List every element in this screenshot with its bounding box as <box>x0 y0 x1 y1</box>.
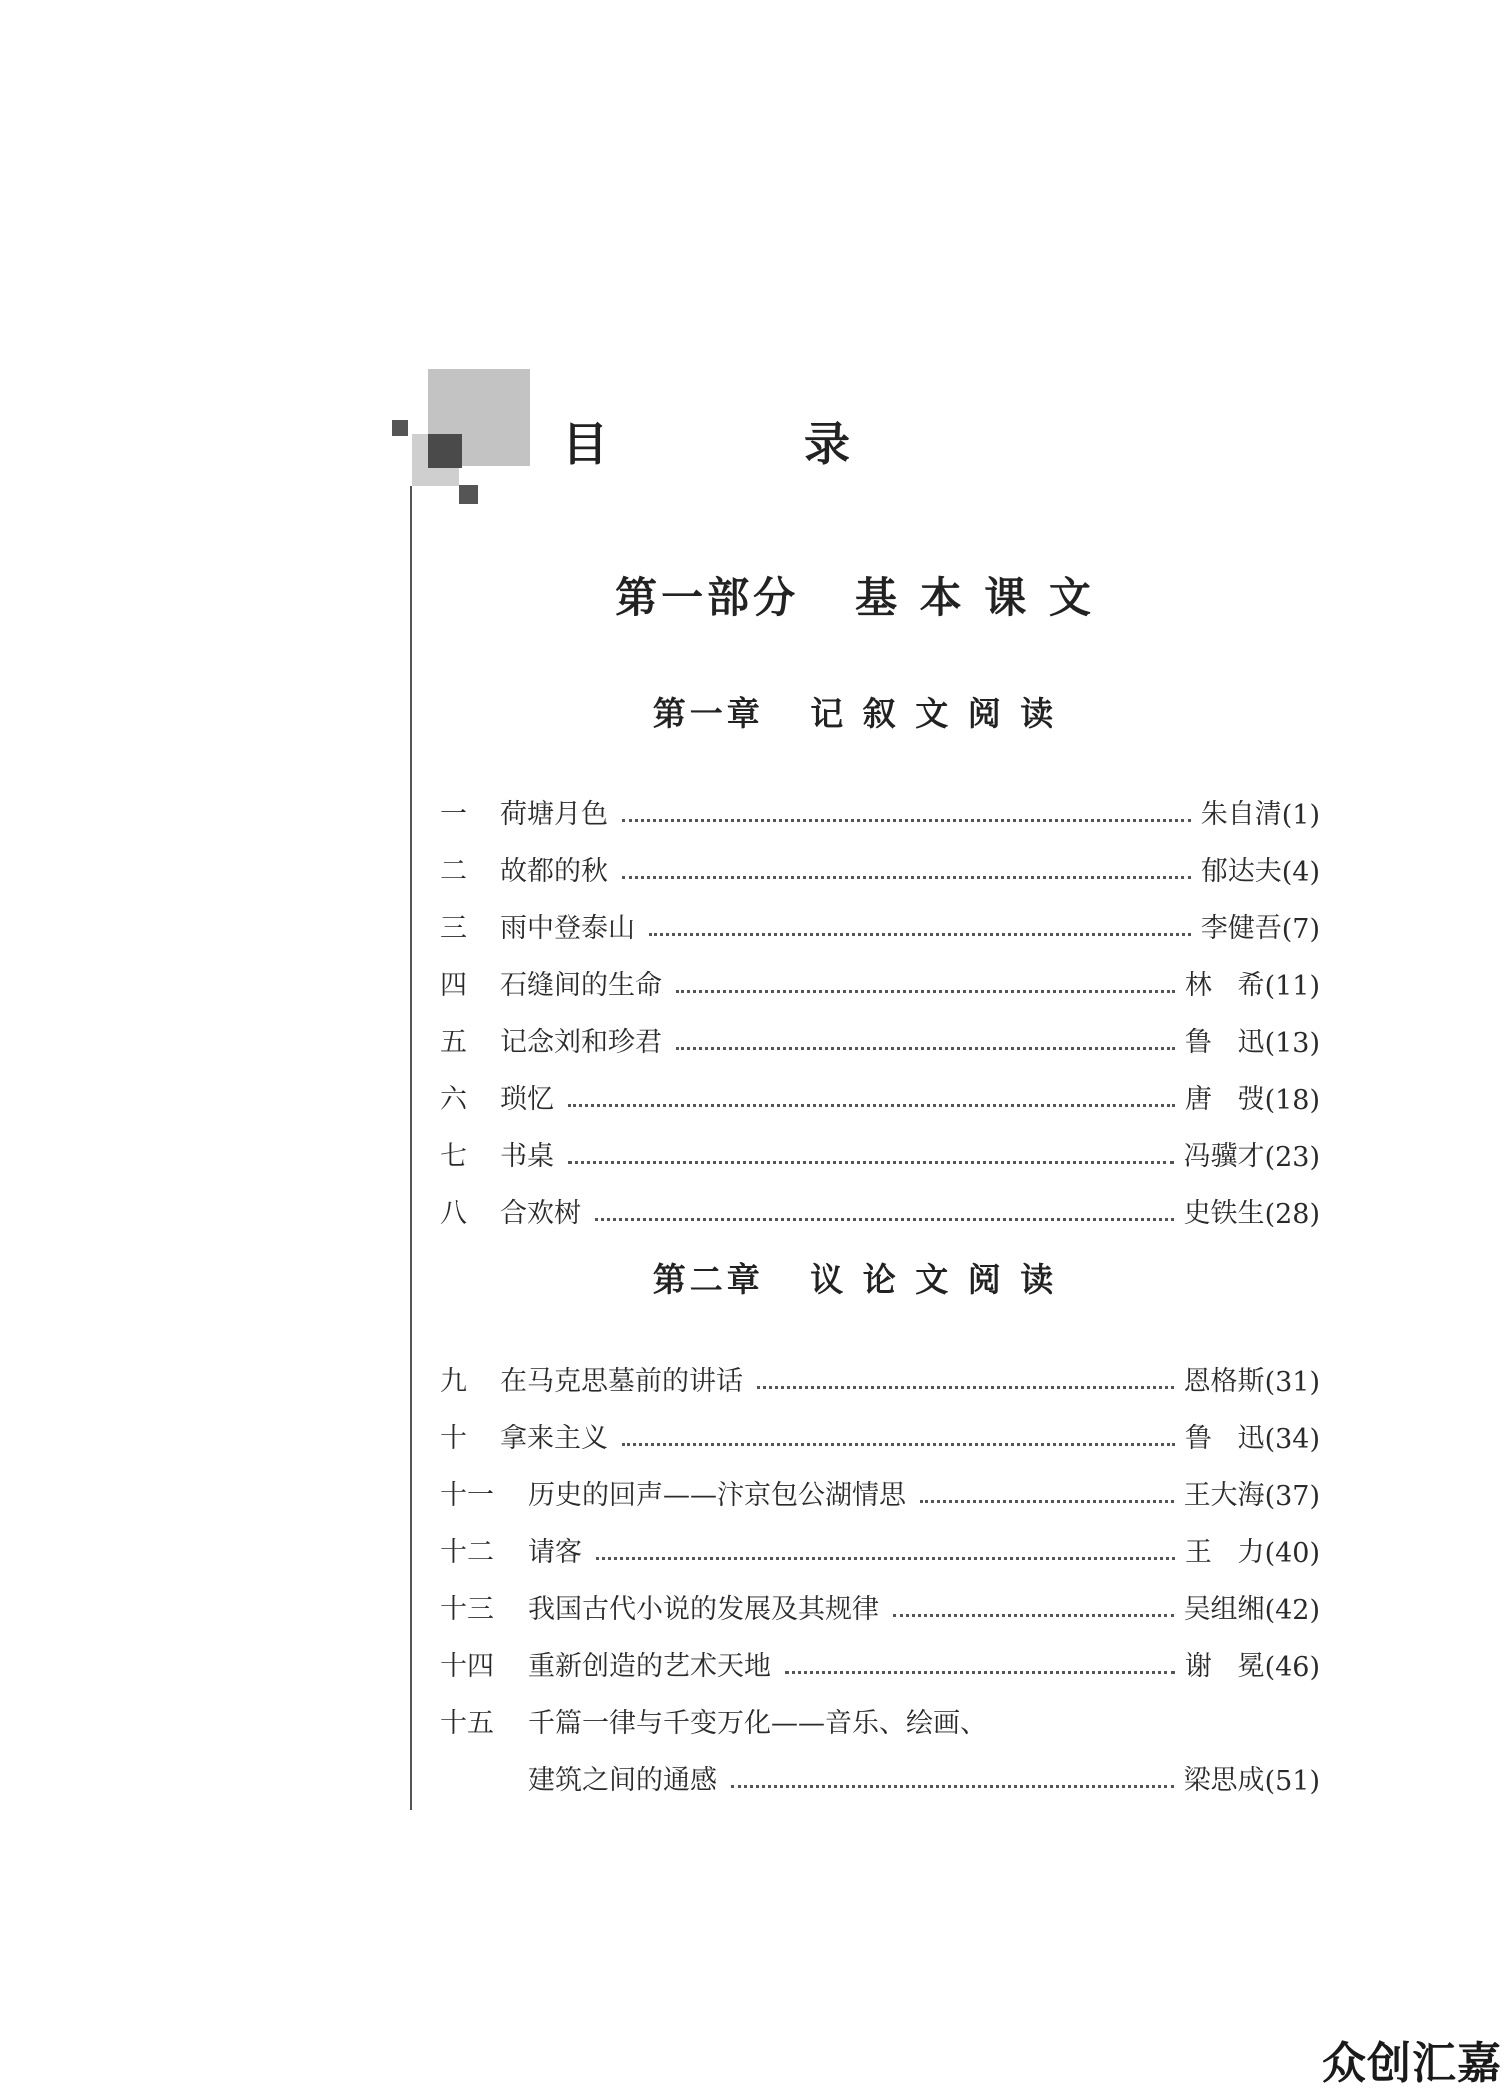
toc-entry[interactable] <box>440 1059 1320 1116</box>
leader-dots <box>676 1047 1175 1050</box>
entry-number: 八 <box>440 1198 467 1229</box>
entry-page: (46) <box>1264 1652 1320 1683</box>
entry-title: 雨中登泰山 <box>500 913 635 944</box>
toc-entry[interactable] <box>440 1116 1320 1173</box>
entry-title: 故都的秋 <box>500 856 608 887</box>
entry-page: (4) <box>1281 857 1320 888</box>
leader-dots <box>622 1443 1175 1446</box>
entry-title: 重新创造的艺术天地 <box>528 1651 771 1682</box>
leader-dots <box>596 1557 1175 1560</box>
entry-number: 十一 <box>440 1480 494 1511</box>
entry-number: 四 <box>440 970 467 1001</box>
leader-dots <box>649 933 1191 936</box>
entry-number: 三 <box>440 913 467 944</box>
entry-author: 鲁 迅 <box>1184 1027 1265 1058</box>
entry-author: 梁思成 <box>1183 1765 1265 1796</box>
toc-entry[interactable] <box>440 1398 1320 1455</box>
entry-author: 谢 冕 <box>1184 1651 1265 1682</box>
entry-page: (51) <box>1264 1766 1320 1797</box>
entry-title: 石缝间的生命 <box>500 970 662 1001</box>
toc-entry[interactable] <box>440 831 1320 888</box>
entry-page: (31) <box>1264 1367 1320 1398</box>
entry-author: 王大海 <box>1183 1480 1265 1511</box>
entry-number: 十三 <box>440 1594 494 1625</box>
entry-author: 唐 弢 <box>1184 1084 1265 1115</box>
entry-page: (34) <box>1264 1424 1320 1455</box>
entry-author: 吴组缃 <box>1183 1594 1265 1625</box>
leader-dots <box>676 990 1175 993</box>
leader-dots <box>731 1785 1174 1788</box>
entry-title: 合欢树 <box>500 1198 581 1229</box>
chapter-title: 第一章 记 叙 文 阅 读 <box>652 694 1058 733</box>
entry-page: (18) <box>1264 1085 1320 1116</box>
entry-number: 九 <box>440 1366 467 1397</box>
entry-title: 历史的回声——汴京包公湖情思 <box>528 1480 906 1511</box>
entry-author: 朱自清 <box>1200 799 1282 830</box>
entry-page: (42) <box>1264 1595 1320 1626</box>
margin-rule <box>410 486 412 1810</box>
entry-page: (13) <box>1264 1028 1320 1059</box>
watermark-logo: 众创汇嘉 <box>1322 2038 1502 2089</box>
entry-number: 十 <box>440 1423 467 1454</box>
toc-entry[interactable] <box>440 888 1320 945</box>
entry-number: 十四 <box>440 1651 494 1682</box>
entry-author: 史铁生 <box>1183 1198 1265 1229</box>
toc-entry[interactable] <box>440 1569 1320 1626</box>
entry-title: 荷塘月色 <box>500 799 608 830</box>
entry-number: 二 <box>440 856 467 887</box>
toc-entry[interactable] <box>440 1455 1320 1512</box>
entry-number: 五 <box>440 1027 467 1058</box>
entry-author: 林 希 <box>1184 970 1265 1001</box>
entry-author: 郁达夫 <box>1200 856 1282 887</box>
leader-dots <box>757 1386 1174 1389</box>
chapter-title: 第二章 议 论 文 阅 读 <box>652 1260 1058 1299</box>
entry-page: (7) <box>1281 914 1320 945</box>
entry-page: (1) <box>1281 800 1320 831</box>
leader-dots <box>893 1614 1174 1617</box>
leader-dots <box>622 876 1191 879</box>
toc-entry[interactable] <box>440 945 1320 1002</box>
entry-page: (40) <box>1264 1538 1320 1569</box>
entry-number: 十二 <box>440 1537 494 1568</box>
part-title: 第一部分 基 本 课 文 <box>615 573 1095 622</box>
chapter-1-toc-list <box>440 774 1320 1230</box>
entry-title: 拿来主义 <box>500 1423 608 1454</box>
entry-author: 恩格斯 <box>1183 1366 1265 1397</box>
leader-dots <box>568 1161 1174 1164</box>
leader-dots <box>595 1218 1174 1221</box>
entry-page: (37) <box>1264 1481 1320 1512</box>
toc-entry[interactable] <box>440 1512 1320 1569</box>
entry-page: (28) <box>1264 1199 1320 1230</box>
leader-dots <box>622 819 1191 822</box>
entry-page: (23) <box>1264 1142 1320 1173</box>
chapter-2-toc-list <box>440 1341 1320 1797</box>
toc-entry[interactable] <box>440 774 1320 831</box>
toc-entry[interactable] <box>440 1173 1320 1230</box>
toc-entry-continuation[interactable] <box>440 1740 1320 1797</box>
toc-entry[interactable] <box>440 1002 1320 1059</box>
entry-number: 十五 <box>440 1708 494 1739</box>
entry-title: 在马克思墓前的讲话 <box>500 1366 743 1397</box>
toc-entry[interactable] <box>440 1626 1320 1683</box>
leader-dots <box>568 1104 1175 1107</box>
entry-author: 王 力 <box>1184 1537 1265 1568</box>
toc-heading: 目 录 <box>562 417 941 471</box>
entry-title: 千篇一律与千变万化——音乐、绘画、 <box>528 1708 987 1739</box>
entry-title: 琐忆 <box>500 1084 554 1115</box>
entry-title-continued: 建筑之间的通感 <box>528 1765 717 1796</box>
entry-page: (11) <box>1264 971 1320 1002</box>
entry-number: 七 <box>440 1141 467 1172</box>
entry-number: 一 <box>440 799 467 830</box>
entry-title: 我国古代小说的发展及其规律 <box>528 1594 879 1625</box>
decor-square-dark <box>428 434 462 468</box>
entry-number: 六 <box>440 1084 467 1115</box>
toc-entry[interactable] <box>440 1341 1320 1398</box>
entry-author: 冯骥才 <box>1183 1141 1265 1172</box>
entry-title: 请客 <box>528 1537 582 1568</box>
leader-dots <box>920 1500 1174 1503</box>
entry-title: 记念刘和珍君 <box>500 1027 662 1058</box>
entry-author: 李健吾 <box>1200 913 1282 944</box>
toc-entry[interactable] <box>440 1683 1320 1740</box>
entry-author: 鲁 迅 <box>1184 1423 1265 1454</box>
entry-title: 书桌 <box>500 1141 554 1172</box>
decor-square-small-right <box>459 485 478 504</box>
leader-dots <box>785 1671 1175 1674</box>
decor-square-small-left <box>392 420 408 436</box>
